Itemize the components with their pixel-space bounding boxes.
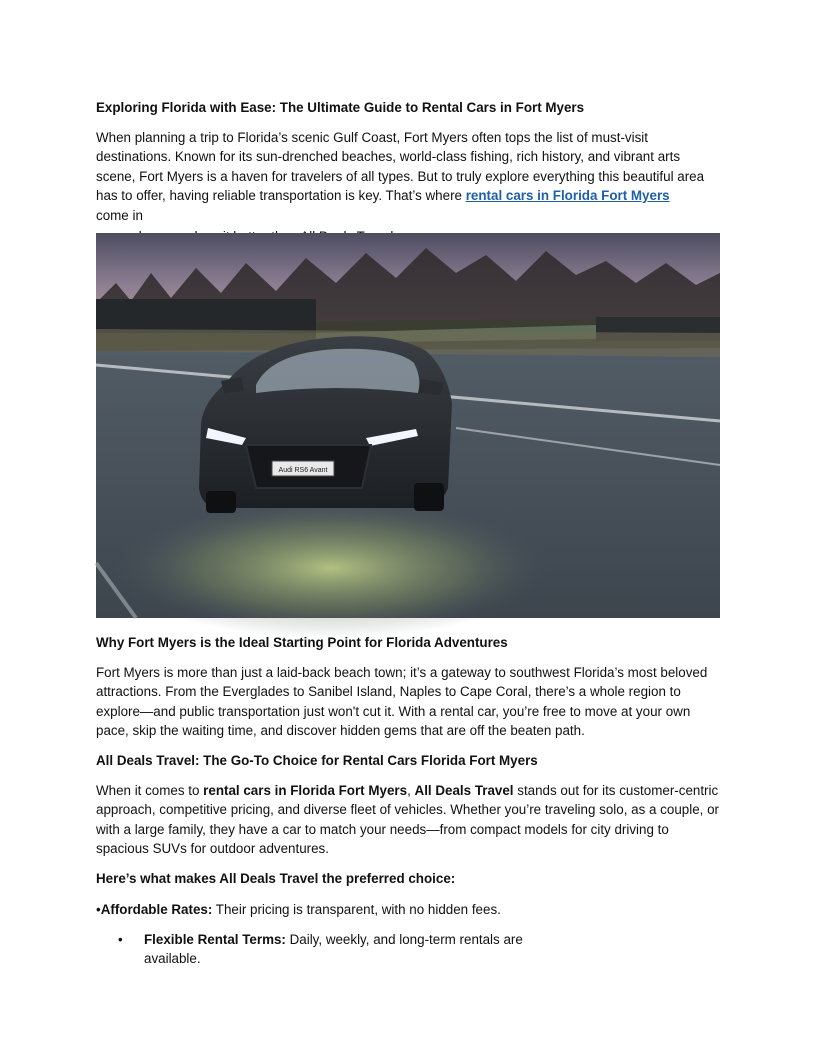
document-title: Exploring Florida with Ease: The Ultimate Guide to Rental Cars in Fort Myers	[96, 100, 585, 115]
section2-bold-brand: All Deals Travel	[414, 783, 514, 798]
section2-bold-rental: rental cars in Florida Fort Myers	[203, 783, 408, 798]
bullet-marker: •	[96, 902, 101, 917]
intro-paragraph	[96, 128, 720, 225]
rental-cars-link[interactable]: rental cars in Florida Fort Myers	[465, 188, 670, 204]
section1-paragraph: Fort Myers is more than just a laid-back beach town; it’s a gateway to southwest Florida’s most beloved attractions. From the Everglades to Sanibel Island, Naples to Cape Coral, there’s a whole region to explore—and public transportation just won't cut it. With a rental car, you’re free to move at your own pace, skip the waiting time, and discover hidden gems that are off the beaten path.	[96, 665, 708, 739]
section2-paragraph	[96, 781, 720, 859]
section2-comma: ,	[407, 783, 415, 798]
bullet-label: Flexible Rental Terms:	[144, 932, 286, 947]
section3-heading: Here’s what makes All Deals Travel the preferred choice:	[96, 871, 456, 886]
section2-heading: All Deals Travel: The Go-To Choice for Rental Cars Florida Fort Myers	[96, 753, 538, 768]
license-plate-text: Audi RS6 Avant	[278, 467, 328, 474]
car-photo	[96, 233, 720, 618]
section2-rest: stands out for its customer-centric approach, competitive pricing, and diverse fleet of vehicles. Whether you’re traveling solo, as a couple, or with a large family, they have a car to match your needs—from compact models for city driving to spacious SUVs for outdoor adventures.	[96, 783, 719, 857]
intro-text-end: come in	[96, 207, 143, 223]
bullet-text: Daily, weekly, and long-term rentals are available.	[144, 932, 523, 966]
bullet-marker: •	[118, 932, 123, 947]
intro-text: When planning a trip to Florida’s scenic Gulf Coast, Fort Myers often tops the list of must-visit destinations. Known for its sun-drenched beaches, world-class fishing, rich history, and vibrant arts scene, Fort Myers is a haven for travelers of all types. But to truly explore everything this beautiful area has to offer, having reliable transportation is key. That’s where	[96, 130, 705, 204]
list-item	[118, 930, 538, 968]
bullet-label: Affordable Rates:	[100, 902, 213, 917]
section1-heading: Why Fort Myers is the Ideal Starting Point for Florida Adventures	[96, 635, 508, 650]
bullet-text: Their pricing is transparent, with no hidden fees.	[212, 902, 501, 917]
section2-lead: When it comes to	[96, 783, 204, 798]
list-item	[96, 900, 720, 919]
